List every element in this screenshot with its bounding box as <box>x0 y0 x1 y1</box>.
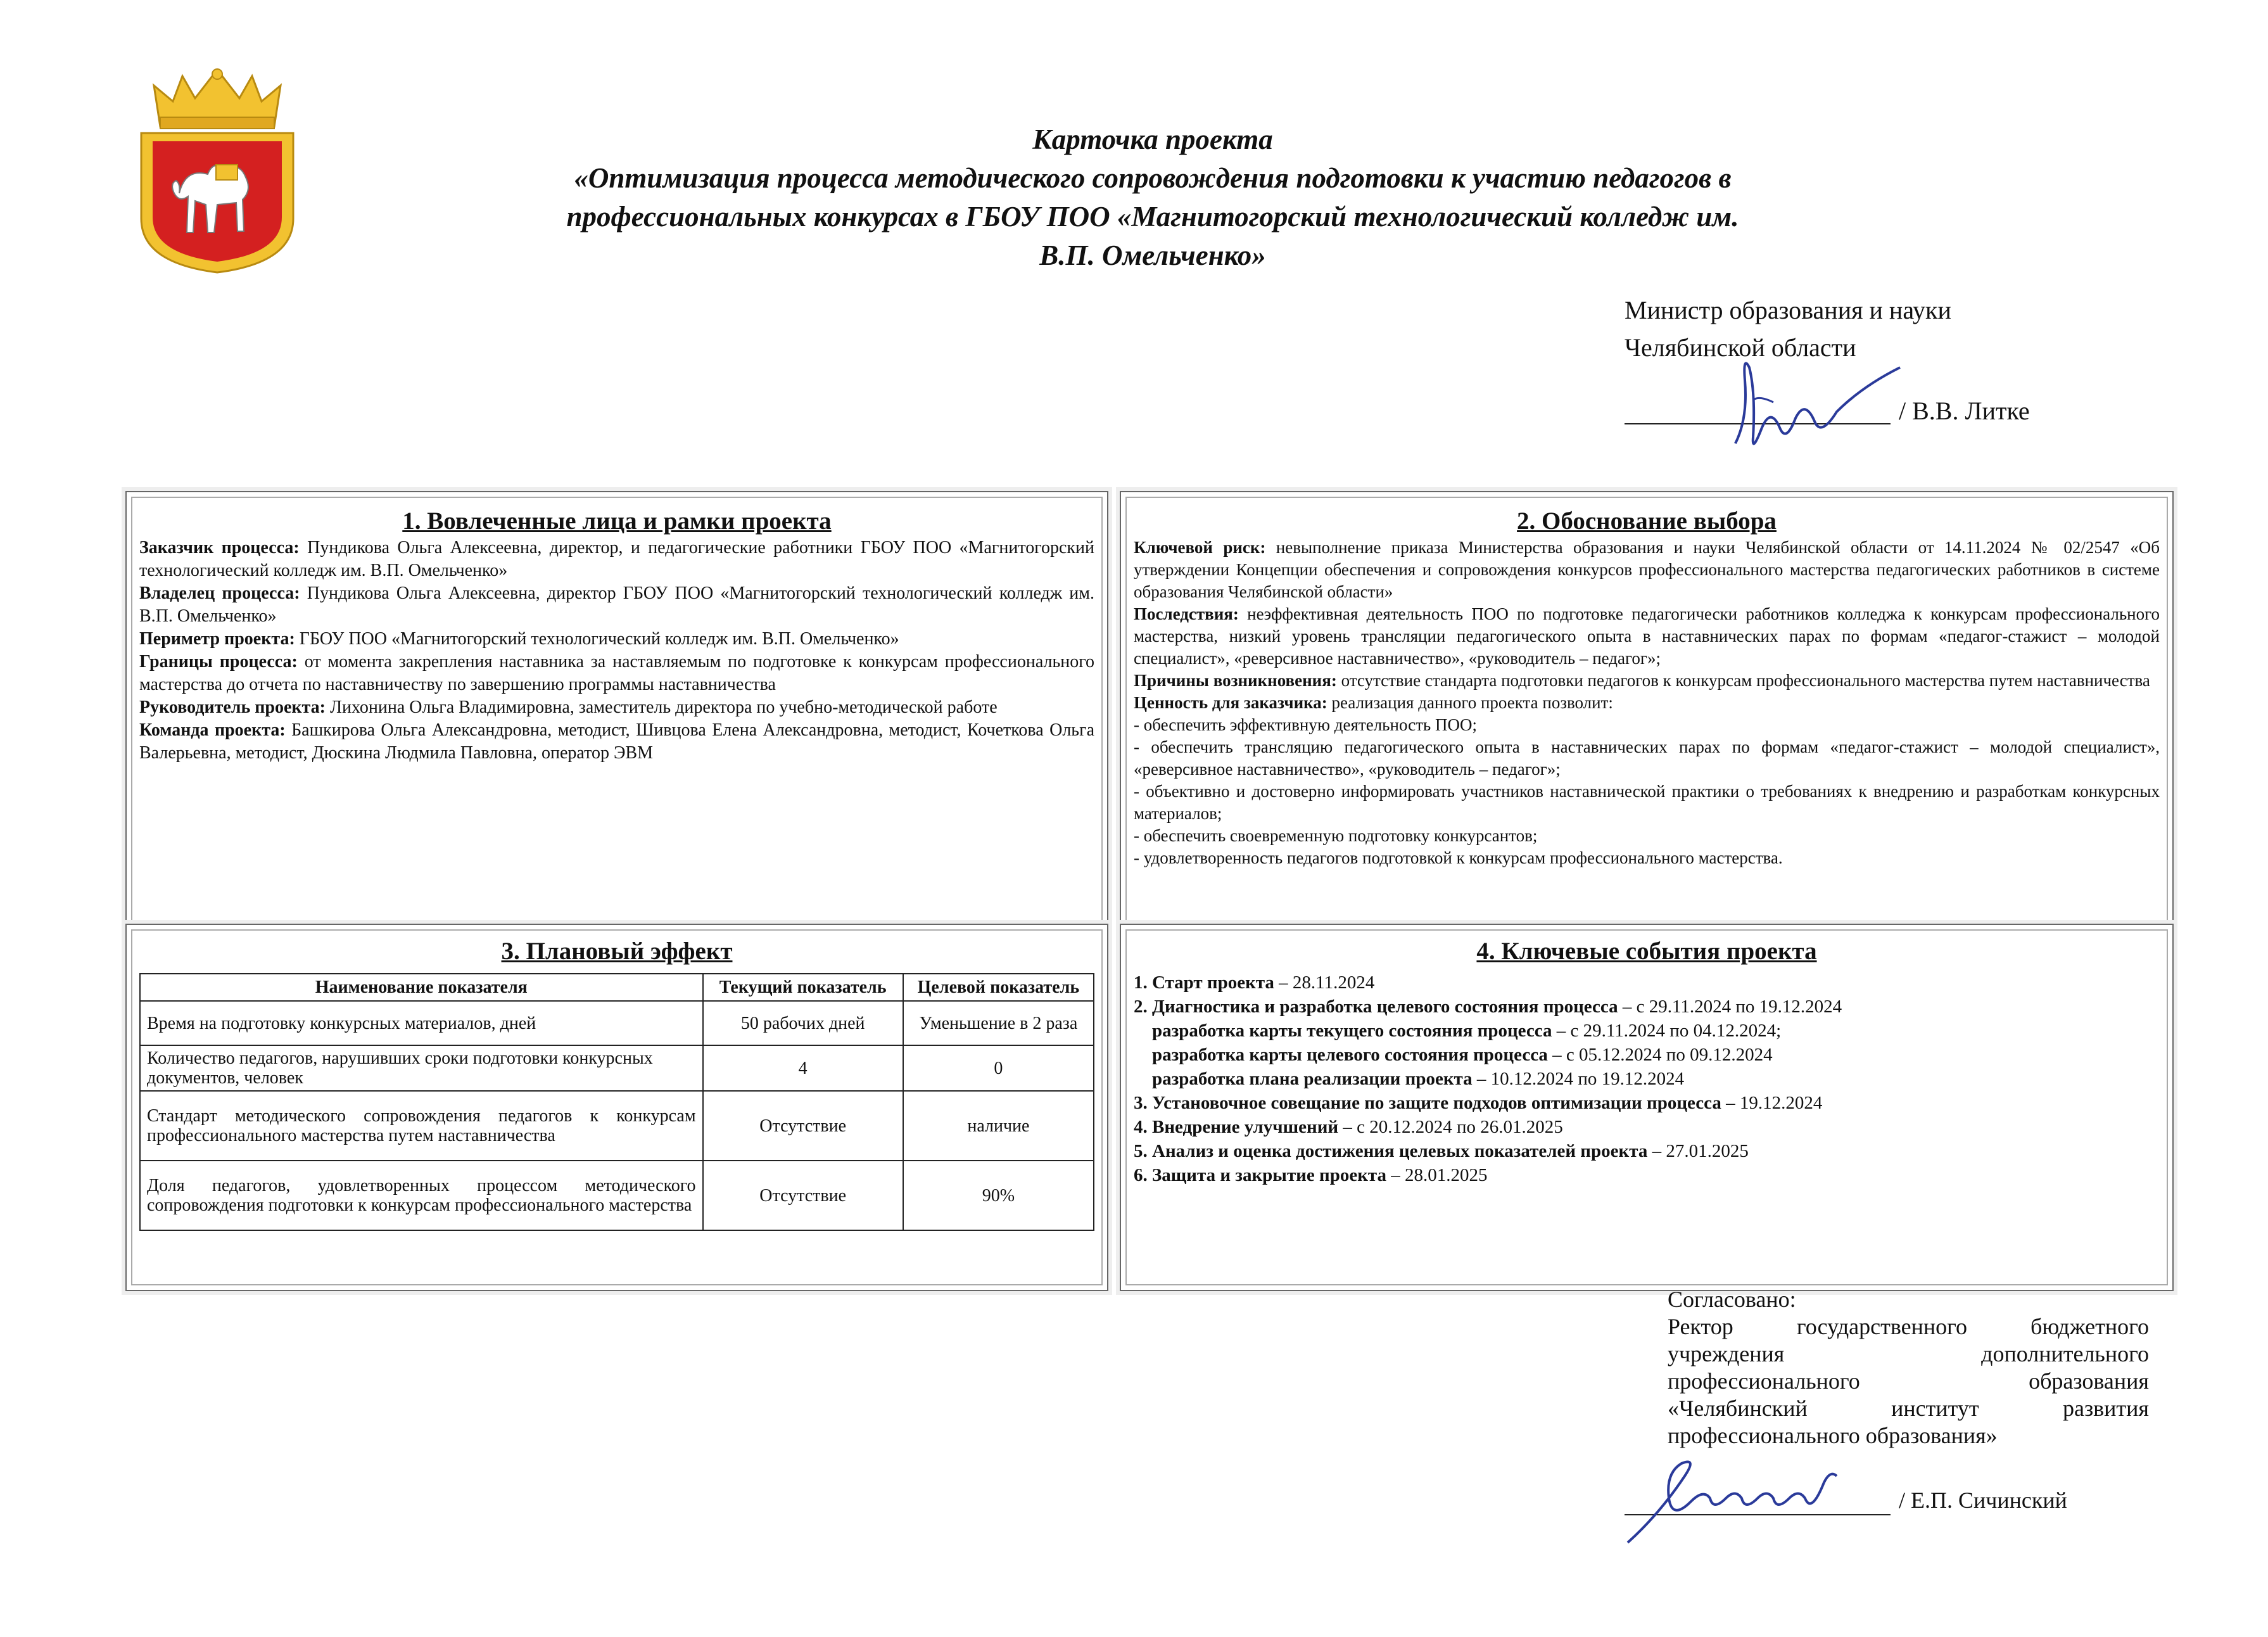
current-value: Отсутствие <box>703 1091 903 1161</box>
section4-heading: 4. Ключевые события проекта <box>1476 938 1817 965</box>
event-item: 5. Анализ и оценка достижения целевых показателей проекта – 27.01.2025 <box>1134 1141 1749 1161</box>
perimeter-item: Периметр проекта: ГБОУ ПОО «Магнитогорский технологический колледж им. В.П. Омельченко» <box>139 629 899 649</box>
value-bullet: - объективно и достоверно информировать участников наставнической практики о требованиях к внедрению и разработкам конкурсных материалов; <box>1134 782 2160 823</box>
section3-heading: 3. Плановый эффект <box>501 938 733 965</box>
consequences-item: Последствия: неэффективная деятельность ПОО по подготовке педагогически работников колледжа к конкурсам профессионального мастерства, низкий уровень трансляции педагогического опыта в наставнических парах по формам «педагог-стажист – молодой специалист», «реверсивное наставничество», «руководитель – педагог»; <box>1134 604 2160 668</box>
target-value: 0 <box>903 1045 1094 1091</box>
rector-name: / Е.П. Сичинский <box>1899 1487 2067 1513</box>
section-planned-effect <box>125 924 1108 1291</box>
indicator-name: Количество педагогов, нарушивших сроки подготовки конкурсных документов, человек <box>140 1045 703 1091</box>
minister-title: Министр образования и науки <box>1625 296 1951 324</box>
column-header: Текущий показатель <box>703 974 903 1001</box>
section-justification <box>1120 491 2174 927</box>
event-subitem: разработка карты целевого состояния процесса – с 05.12.2024 по 09.12.2024 <box>1134 1045 1773 1065</box>
section1-heading: 1. Вовлеченные лица и рамки проекта <box>402 507 832 535</box>
value-item: Ценность для заказчика: реализация данного проекта позволит: <box>1134 693 1613 712</box>
table-row <box>140 1001 1094 1045</box>
crown-icon <box>154 69 281 129</box>
customer-item: Заказчик процесса: Пундикова Ольга Алексеевна, директор, и педагогические работники ГБОУ ПОО «Магнитогорский технологический колледж им. В.П. Омельченко» <box>139 538 1094 580</box>
approval-line: учреждения дополнительного <box>1668 1341 2149 1366</box>
minister-name: / В.В. Литке <box>1899 397 2030 425</box>
rector-signature <box>1621 1438 1887 1546</box>
target-value: наличие <box>903 1091 1094 1161</box>
minister-signature <box>1710 342 1919 462</box>
document-title <box>481 120 1824 275</box>
column-header: Целевой показатель <box>903 974 1094 1001</box>
event-item: 1. Старт проекта – 28.11.2024 <box>1134 972 1375 993</box>
event-item: 2. Диагностика и разработка целевого состояния процесса – с 29.11.2024 по 19.12.2024 <box>1134 997 1842 1017</box>
table-row <box>140 1161 1094 1230</box>
title-line: В.П. Омельченко» <box>1039 239 1266 271</box>
event-item: 3. Установочное совещание по защите подходов оптимизации процесса – 19.12.2024 <box>1134 1093 1823 1113</box>
approval-line: Ректор государственного бюджетного <box>1668 1314 2149 1339</box>
table-header-row <box>140 974 1094 1001</box>
load-icon <box>216 165 238 180</box>
value-bullet: - удовлетворенность педагогов подготовкой к конкурсам профессионального мастерства. <box>1134 848 1783 867</box>
causes-item: Причины возникновения: отсутствие стандарта подготовки педагогов к конкурсам профессионального мастерства путем наставничества <box>1134 671 2150 690</box>
column-header: Наименование показателя <box>140 974 703 1001</box>
event-subitem: разработка плана реализации проекта – 10.12.2024 по 19.12.2024 <box>1134 1069 1685 1089</box>
coat-of-arms-emblem <box>135 67 300 276</box>
approval-line: профессионального образования <box>1668 1368 2149 1394</box>
current-value: 4 <box>703 1045 903 1091</box>
leader-item: Руководитель проекта: Лихонина Ольга Владимировна, заместитель директора по учебно-методической работе <box>139 697 998 717</box>
boundaries-item: Границы процесса: от момента закрепления наставника за наставляемым по подготовке к конкурсам профессионального мастерства до отчета по наставничеству по завершению программы наставничества <box>139 652 1095 694</box>
value-bullet: - обеспечить трансляцию педагогического опыта в наставнических парах по формам «педагог-стажист – молодой специалист», «реверсивное наставничество», «руководитель – педагог»; <box>1134 737 2160 779</box>
team-item: Команда проекта: Башкирова Ольга Александровна, методист, Шивцова Елена Александровна, методист, Кочеткова Ольга Валерьевна, методист, Дюскина Людмила Павловна, оператор ЭВМ <box>139 720 1094 763</box>
table-row <box>140 1045 1094 1091</box>
value-bullet: - обеспечить эффективную деятельность ПОО; <box>1134 715 1477 734</box>
approval-line: профессионального образования» <box>1668 1423 1998 1448</box>
approval-line: «Челябинский институт развития <box>1668 1396 2149 1421</box>
section-involved-parties <box>125 491 1108 927</box>
event-item: 6. Защита и закрытие проекта – 28.01.2025 <box>1134 1165 1488 1185</box>
target-value: Уменьшение в 2 раза <box>903 1001 1094 1045</box>
current-value: 50 рабочих дней <box>703 1001 903 1045</box>
title-line: «Оптимизация процесса методического сопровождения подготовки к участию педагогов в <box>574 162 1732 194</box>
indicator-name: Доля педагогов, удовлетворенных процессом методического сопровождения подготовки к конкурсам профессионального мастерства <box>140 1161 703 1230</box>
event-subitem: разработка карты текущего состояния процесса – с 29.11.2024 по 04.12.2024; <box>1134 1021 1782 1041</box>
section2-heading: 2. Обоснование выбора <box>1517 507 1777 535</box>
owner-item: Владелец процесса: Пундикова Ольга Алексеевна, директор ГБОУ ПОО «Магнитогорский технологический колледж им. В.П. Омельченко» <box>139 583 1094 626</box>
indicator-name: Стандарт методического сопровождения педагогов к конкурсам профессионального мастерства путем наставничества <box>140 1091 703 1161</box>
title-line: Карточка проекта <box>1032 124 1273 155</box>
approval-heading: Согласовано: <box>1668 1287 1796 1312</box>
key-risk-item: Ключевой риск: невыполнение приказа Министерства образования и науки Челябинской области от 14.11.2024 № 02/2547 «Об утверждении Концепции обеспечения и сопровождения конкурсов профессионального мастерства педагогических работников в системе образования Челябинской области» <box>1134 538 2160 601</box>
title-line: профессиональных конкурсах в ГБОУ ПОО «Магнитогорский технологический колледж им. <box>566 201 1739 232</box>
table-row <box>140 1091 1094 1161</box>
event-item: 4. Внедрение улучшений – с 20.12.2024 по 26.01.2025 <box>1134 1117 1563 1137</box>
effect-table <box>139 973 1094 1231</box>
section-key-events <box>1120 924 2174 1291</box>
current-value: Отсутствие <box>703 1161 903 1230</box>
target-value: 90% <box>903 1161 1094 1230</box>
indicator-name: Время на подготовку конкурсных материалов, дней <box>140 1001 703 1045</box>
minister-region: Челябинской области <box>1625 333 1856 362</box>
approval-block <box>1668 1286 2149 1449</box>
value-bullet: - обеспечить своевременную подготовку конкурсантов; <box>1134 826 1538 845</box>
